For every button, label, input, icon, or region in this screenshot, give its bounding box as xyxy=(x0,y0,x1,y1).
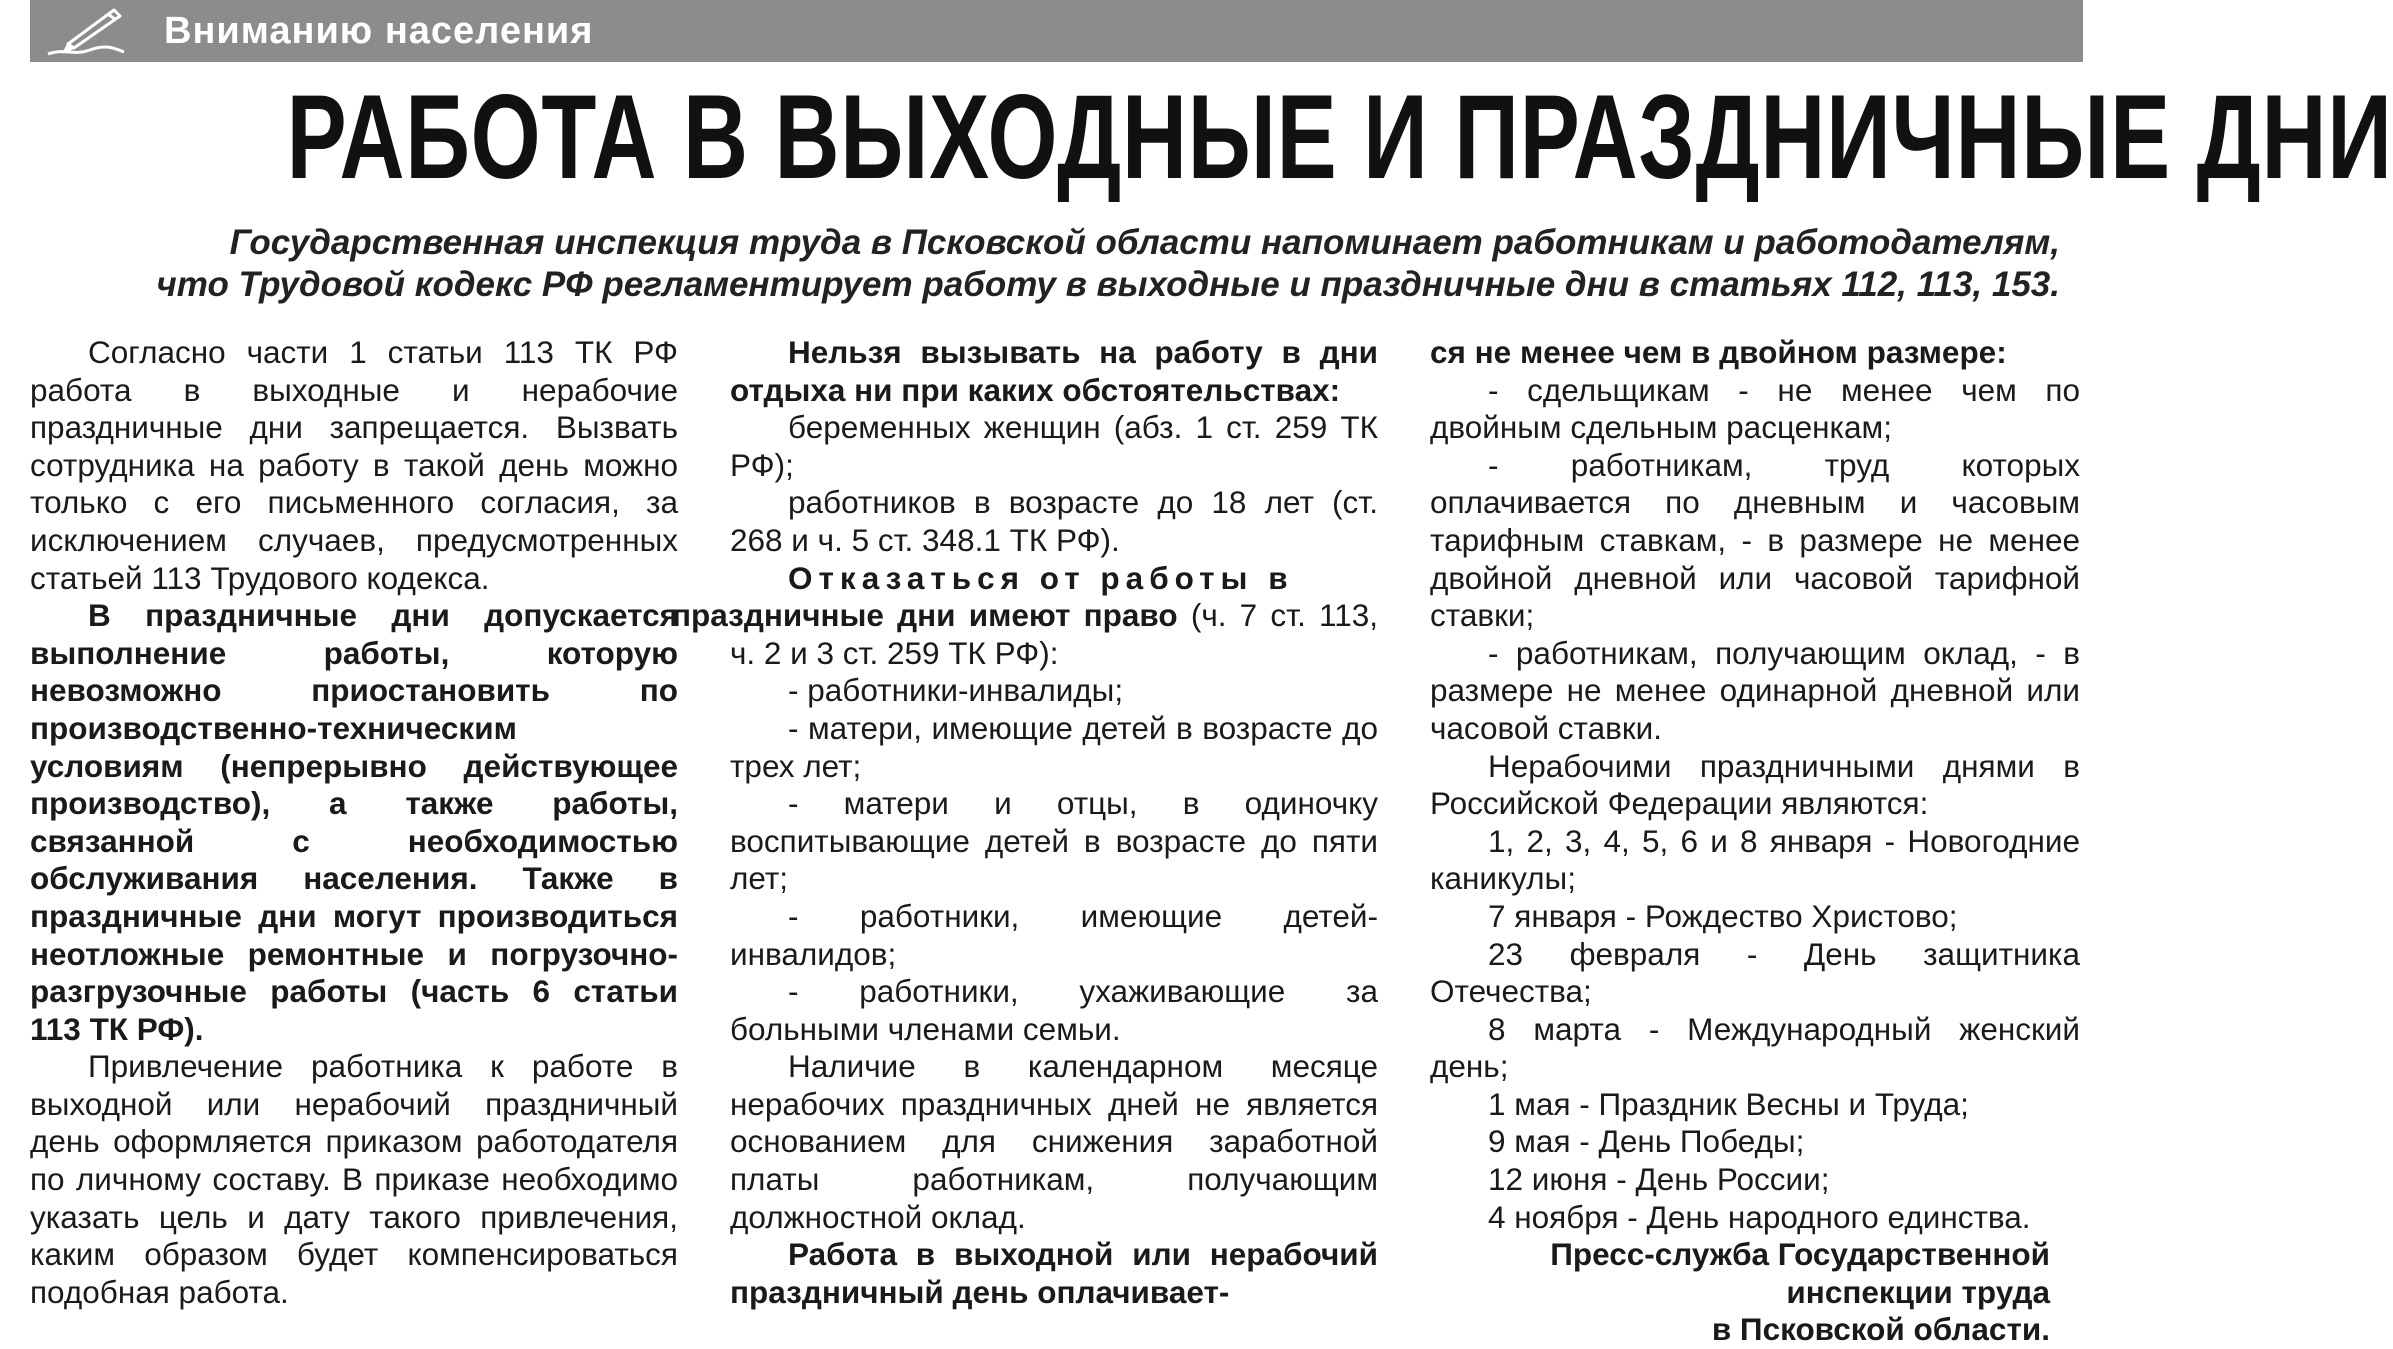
headline: РАБОТА В ВЫХОДНЫЕ И ПРАЗДНИЧНЫЕ ДНИ xyxy=(286,70,2393,204)
subheading: Работа в выходной или нерабочий праздничный день оплачивает- xyxy=(730,1236,1378,1310)
list-item: - матери, имеющие детей в возрасте до трех лет; xyxy=(730,709,1378,784)
list-item: - работникам, труд которых оплачивается по дневным и часовым тарифным ставкам, - в размере не менее двойной дневной или часовой тарифной ставки; xyxy=(1430,446,2080,634)
list-item: - сдельщикам - не менее чем по двойным сдельным расценкам; xyxy=(1430,371,2080,446)
signature-line: Пресс-служба Государственной xyxy=(1550,1236,2050,1273)
lead-line: что Трудовой кодекс РФ регламентирует работу в выходные и праздничные дни в статьях 112, 113, 153. xyxy=(156,265,2060,304)
subheading-spaced: Отказаться от работы в xyxy=(788,559,1294,596)
list-item: - матери и отцы, в одиночку воспитывающие детей в возрасте до пяти лет; xyxy=(730,785,1378,897)
bold-paragraph: В праздничные дни допускается выполнение работы, которую невозможно приостановить по производственно-техническим условиям (непрерывно действующее производство), а также работы, связанной с необходимостью обслуживания населения. Также в праздничные дни могут производиться неотложные ремонтные и погрузочно-разгрузочные работы (часть 6 статьи 113 ТК РФ). xyxy=(30,597,678,1047)
column-2 xyxy=(672,334,1379,1311)
list-item: - работникам, получающим оклад, - в размере не менее одинарной дневной или часовой ставки. xyxy=(1430,634,2080,746)
subheading: Нельзя вызывать на работу в дни отдыха ни при каких обстоятельствах: xyxy=(730,334,1378,408)
subheading-cont: праздничные дни имеют право xyxy=(672,597,1178,634)
paragraph: Нерабочими праздничными днями в Российской Федерации являются: xyxy=(1430,747,2080,822)
holiday-item: 23 февраля - День защитника Отечества; xyxy=(1430,935,2080,1010)
list-item: беременных женщин (абз. 1 ст. 259 ТК РФ); xyxy=(730,409,1378,483)
subheading-continued: ся не менее чем в двойном размере: xyxy=(1430,334,2007,370)
holiday-item: 8 марта - Международный женский день; xyxy=(1430,1010,2080,1085)
holiday-item: 1 мая - Праздник Весны и Труда; xyxy=(1488,1085,1969,1122)
column-1 xyxy=(30,334,678,1311)
list-item: - работники, имеющие детей-инвалидов; xyxy=(730,897,1378,972)
subheading xyxy=(672,559,1379,673)
holiday-item: 4 ноября - День народного единства. xyxy=(1488,1198,2031,1235)
holiday-item: 12 июня - День России; xyxy=(1488,1161,1830,1198)
holiday-item: 9 мая - День Победы; xyxy=(1488,1123,1805,1160)
list-item: - работники-инвалиды; xyxy=(788,672,1124,709)
holiday-item: 1, 2, 3, 4, 5, 6 и 8 января - Новогодние каникулы; xyxy=(1430,822,2080,897)
paragraph: Согласно части 1 статьи 113 ТК РФ работа в выходные и нерабочие праздничные дни запрещается. Вызвать сотрудника на работу в такой день можно только с его письменного согласия, за исключением случаев, предусмотренных статьей 113 Трудового кодекса. xyxy=(30,334,678,596)
signature-line: инспекции труда xyxy=(1786,1273,2050,1310)
subheading-ref: (ч. 7 ст. 113, ч. 2 и 3 ст. 259 ТК РФ): xyxy=(730,597,1379,671)
pen-writing-icon xyxy=(44,4,128,63)
signature-line: в Псковской области. xyxy=(1711,1311,2050,1348)
paragraph: Наличие в календарном месяце нерабочих праздничных дней не является основанием для снижения заработной платы работникам, получающим должностной оклад. xyxy=(730,1048,1378,1235)
list-item: - работники, ухаживающие за больными членами семьи. xyxy=(730,973,1378,1047)
lead-paragraph xyxy=(30,222,2060,306)
lead-line: Государственная инспекция труда в Псковской области напоминает работникам и работодателям, xyxy=(229,223,2060,262)
rubric-label: Вниманию населения xyxy=(164,10,594,52)
paragraph: Привлечение работника к работе в выходной или нерабочий праздничный день оформляется приказом работодателя по личному составу. В приказе необходимо указать цель и дату такого привлечения, каким образом будет компенсироваться подобная работа. xyxy=(30,1048,678,1310)
list-item: работников в возрасте до 18 лет (ст. 268 и ч. 5 ст. 348.1 ТК РФ). xyxy=(730,484,1378,558)
column-3 xyxy=(1430,334,2080,1349)
rubric-bar xyxy=(30,0,2083,62)
holiday-item: 7 января - Рождество Христово; xyxy=(1488,897,1958,934)
